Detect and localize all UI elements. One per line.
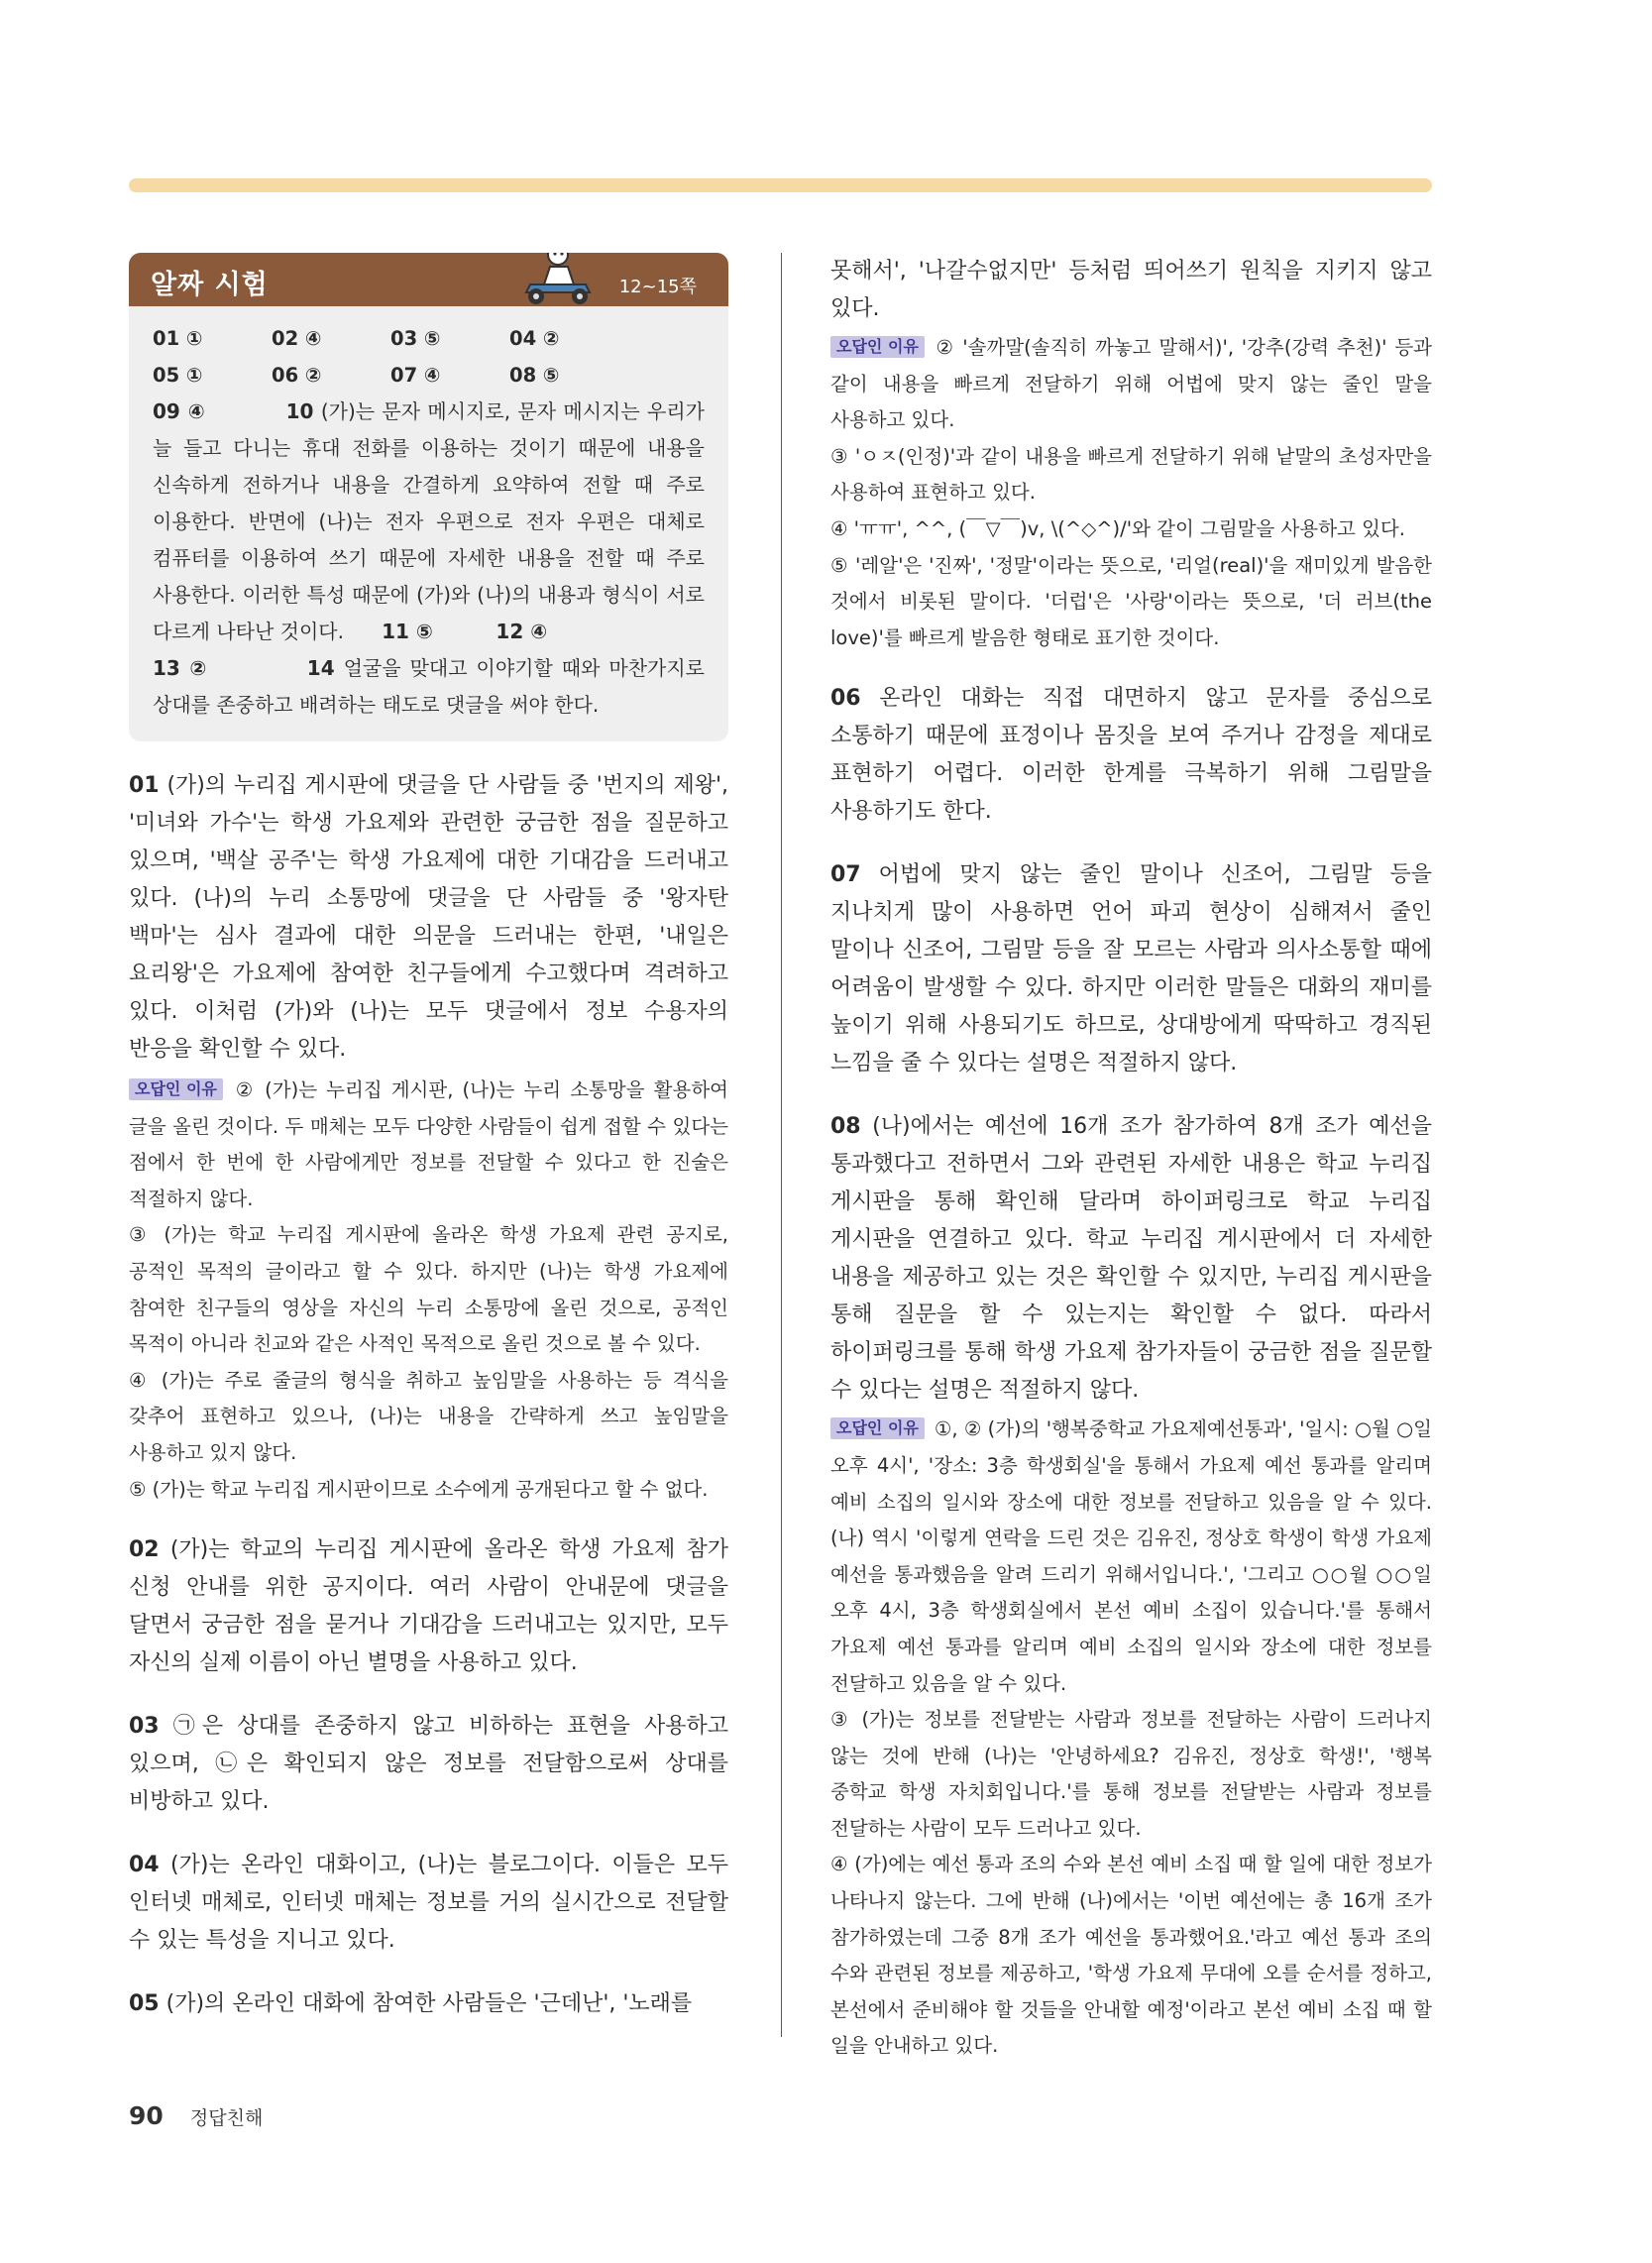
item-text: (가)의 누리집 게시판에 댓글을 단 사람들 중 '번지의 제왕', '미녀와 가수'는 학생 가요제와 관련한 궁금한 점을 질문하고 있으며, '백살 공주'는 학생 가요제에 대한 기대감을 드러내고 있다. (나)의 누리 소통망에 댓글을 단 사람들 중 '왕자탄 백마'는 심사 결과에 대한 의문을 드러내는 한편, '내일은 요리왕'은 가요제에 참여한 친구들에게 수고했다며 격려하고 있다. 이처럼 (가)와 (나)는 모두 댓글에서 정보 수용자의 반응을 확인할 수 있다.: [129, 773, 728, 1062]
answer-row: [153, 320, 705, 357]
right-column: [830, 253, 1432, 2089]
answer-04: 04 ②: [509, 327, 560, 350]
quiz-answer-box: [129, 253, 728, 741]
wrong-reason-tag: 오답인 이유: [129, 1078, 223, 1100]
page-footer: [129, 2101, 263, 2130]
item-number: 06: [830, 686, 861, 712]
wrong-reason-tag: 오답인 이유: [830, 336, 925, 358]
note-line: ⑤ '레알'은 '진짜', '정말'이라는 뜻으로, '리얼(real)'을 재미있게 발음한 것에서 비롯된 말이다. '더럽'은 '사랑'이라는 뜻으로, '더 러브(the love)'를 빠르게 발음한 형태로 표기한 것이다.: [830, 553, 1432, 649]
item-text: 못해서', '나갈수없지만' 등처럼 띄어쓰기 원칙을 지키지 않고 있다.: [830, 259, 1432, 321]
answer-10-number: 10: [285, 399, 314, 423]
answer-05: 05 ①: [153, 364, 203, 387]
explanation-08: [830, 1108, 1432, 2065]
note-line: ④ (가)에는 예선 통과 조의 수와 본선 예비 소집 때 할 일에 대한 정보가 나타나지 않는다. 그에 반해 (나)에서는 '이번 예선에는 총 16개 조가 참가하였는데 그중 8개 조가 예선을 통과했어요.'라고 예선 통과 조의 수와 관련된 정보를 제공하고, '학생 가요제 무대에 오를 순서를 정하고, 본선에서 준비해야 할 것들을 안내할 예정'이라고 본선 예비 소집 때 할 일을 안내하고 있다.: [830, 1853, 1432, 2058]
quiz-title: 알짜 시험: [151, 270, 269, 300]
item-number: 07: [830, 862, 861, 888]
answer-13: 13 ②: [153, 656, 209, 680]
wrong-reason-note: 오답인 이유 ② (가)는 누리집 게시판, (나)는 누리 소통망을 활용하여 글을 올린 것이다. 두 매체는 모두 다양한 사람들이 쉽게 접할 수 있다는 점에서 한 번에 한 사람에게만 정보를 전달할 수 있다고 한 진술은 적절하지 않다.: [129, 1078, 728, 1210]
explanation-05-cont: [830, 253, 1432, 656]
answer-03: 03 ⑤: [390, 327, 441, 350]
quiz-header: [129, 253, 728, 306]
quiz-page-range: 12~15쪽: [618, 277, 697, 297]
answer-01: 01 ①: [153, 327, 203, 350]
quiz-answers: [129, 306, 728, 741]
explanation-07: [830, 856, 1432, 1082]
note-line: ③ (가)는 학교 누리집 게시판에 올라온 학생 가요제 관련 공지로, 공적인 목적의 글이라고 할 수 있다. 하지만 (나)는 학생 가요제에 참여한 친구들의 영상을 자신의 누리 소통망에 올린 것으로, 공적인 목적이 아니라 친교와 같은 사적인 목적으로 올린 것으로 볼 수 있다.: [129, 1223, 728, 1356]
item-number: 03: [129, 1714, 160, 1740]
note-line: ⑤ (가)는 학교 누리집 게시판이므로 소수에게 공개된다고 할 수 없다.: [129, 1477, 709, 1501]
footer-label: 정답친해: [189, 2107, 264, 2129]
answer-14-text: 얼굴을 맞대고 이야기할 때와 마찬가지로 상대를 존중하고 배려하는 태도로 댓글을 써야 한다.: [153, 656, 705, 717]
answer-07: 07 ④: [390, 364, 441, 387]
note-line: ③ (가)는 정보를 전달받는 사람과 정보를 전달하는 사람이 드러나지 않는 것에 반해 (나)는 '안녕하세요? 김유진, 정상호 학생!', '행복 중학교 학생 자치회입니다.'를 통해 정보를 전달받는 사람과 정보를 전달하는 사람이 모두 드러나고 있다.: [830, 1708, 1432, 1840]
answer-10-text: (가)는 문자 메시지로, 문자 메시지는 우리가 늘 들고 다니는 휴대 전화를 이용하는 것이기 때문에 내용을 신속하게 전하거나 내용을 간결하게 요약하여 전할 때 주로 이용한다. 반면에 (나)는 전자 우편으로 전자 우편은 대체로 컴퓨터를 이용하여 쓰기 때문에 자세한 내용을 전할 때 주로 사용한다. 이러한 특성 때문에 (가)와 (나)의 내용과 형식이 서로 다르게 나타난 것이다.: [153, 399, 705, 643]
answer-row: [153, 357, 705, 394]
item-number: 08: [830, 1114, 861, 1140]
answer-08: 08 ⑤: [509, 364, 560, 387]
wrong-reason-note: 오답인 이유 ② '솔까말(솔직히 까놓고 말해서)', '강추(강력 추천)' 등과 같이 내용을 빠르게 전달하기 위해 어법에 맞지 않는 줄인 말을 사용하고 있다.: [830, 336, 1432, 432]
explanation-03: [129, 1708, 728, 1821]
column-divider: [781, 253, 782, 2037]
answer-02: 02 ④: [272, 327, 322, 350]
item-text: (가)는 학교의 누리집 게시판에 올라온 학생 가요제 참가 신청 안내를 위한 공지이다. 여러 사람이 안내문에 댓글을 달면서 궁금한 점을 묻거나 기대감을 드러내고는 있지만, 모두 자신의 실제 이름이 아닌 별명을 사용하고 있다.: [129, 1537, 728, 1676]
explanation-06: [830, 680, 1432, 831]
scooter-character-icon: [516, 253, 611, 306]
answer-09-10: [153, 394, 705, 650]
explanation-04: [129, 1847, 728, 1960]
answer-14-number: 14: [306, 656, 335, 680]
note-line: ③ 'ㅇㅈ(인정)'과 같이 내용을 빠르게 전달하기 위해 낱말의 초성자만을 사용하여 표현하고 있다.: [830, 444, 1432, 505]
answer-13-14: [153, 650, 705, 724]
item-number: 05: [129, 1991, 160, 2017]
item-text: 온라인 대화는 직접 대면하지 않고 문자를 중심으로 소통하기 때문에 표정이나 몸짓을 보여 주거나 감정을 제대로 표현하기 어렵다. 이러한 한계를 극복하기 위해 그림말을 사용하기도 한다.: [830, 686, 1432, 825]
note-line: ④ (가)는 주로 줄글의 형식을 취하고 높임말을 사용하는 등 격식을 갖추어 표현하고 있으나, (나)는 내용을 간략하게 쓰고 높임말을 사용하고 있지 않다.: [129, 1368, 728, 1464]
explanation-05-start: [129, 1985, 728, 2023]
item-number: 01: [129, 773, 160, 798]
item-text: (가)의 온라인 대화에 참여한 사람들은 '근데난', '노래를: [165, 1991, 693, 2017]
answer-09: 09 ④: [153, 399, 206, 423]
item-text: 어법에 맞지 않는 줄인 말이나 신조어, 그림말 등을 지나치게 많이 사용하면 언어 파괴 현상이 심해져서 줄인 말이나 신조어, 그림말 등을 잘 모르는 사람과 의사소통할 때에 어려움이 발생할 수 있다. 하지만 이러한 말들은 대화의 재미를 높이기 위해 사용되기도 하므로, 상대방에게 딱딱하고 경직된 느낌을 줄 수 있다는 설명은 적절하지 않다.: [830, 862, 1432, 1076]
note-line: ④ 'ㅠㅠ', ^^, (￣▽￣)v, \(^◇^)/'와 같이 그림말을 사용하고 있다.: [830, 516, 1405, 540]
wrong-reason-tag: 오답인 이유: [830, 1417, 925, 1439]
wrong-reason-note: 오답인 이유 ①, ② (가)의 '행복중학교 가요제예선통과', '일시: ○월 ○일 오후 4시', '장소: 3층 학생회실'을 통해서 가요제 예선 통과를 알리며 예비 소집의 일시와 장소에 대한 정보를 전달하고 있음을 알 수 있다. (나) 역시 '이렇게 연락을 드린 것은 김유진, 정상호 학생이 학생 가요제 예선을 통과했음을 알려 드리기 위해서입니다.', '그리고 ○○월 ○○일 오후 4시, 3층 학생회실에서 본선 예비 소집이 있습니다.'를 통해서 가요제 예선 통과를 알리며 예비 소집의 일시와 장소에 대한 정보를 전달하고 있음을 알 수 있다.: [830, 1417, 1432, 1695]
item-number: 04: [129, 1853, 160, 1878]
explanation-02: [129, 1531, 728, 1682]
answer-06: 06 ②: [272, 364, 322, 387]
left-column: [129, 253, 728, 2049]
answer-11: 11 ⑤: [382, 620, 433, 643]
page-number: 90: [129, 2101, 164, 2130]
item-number: 02: [129, 1537, 160, 1563]
top-decorative-bar: [129, 178, 1432, 192]
item-text: (나)에서는 예선에 16개 조가 참가하여 8개 조가 예선을 통과했다고 전하면서 그와 관련된 자세한 내용은 학교 누리집 게시판을 통해 확인해 달라며 하이퍼링크로 학교 누리집 게시판을 연결하고 있다. 학교 누리집 게시판에서 더 자세한 내용을 제공하고 있는 것은 확인할 수 있지만, 누리집 게시판을 통해 질문을 할 수 있는지는 확인할 수 없다. 따라서 하이퍼링크를 통해 학생 가요제 참가자들이 궁금한 점을 질문할 수 있다는 설명은 적절하지 않다.: [830, 1114, 1432, 1404]
item-text: (가)는 온라인 대화이고, (나)는 블로그이다. 이들은 모두 인터넷 매체로, 인터넷 매체는 정보를 거의 실시간으로 전달할 수 있는 특성을 지니고 있다.: [129, 1853, 728, 1954]
item-text: ㉠은 상대를 존중하지 않고 비하하는 표현을 사용하고 있으며, ㉡은 확인되지 않은 정보를 전달함으로써 상대를 비방하고 있다.: [129, 1714, 728, 1815]
explanation-01: [129, 767, 728, 1508]
answer-12: 12 ④: [496, 620, 548, 643]
